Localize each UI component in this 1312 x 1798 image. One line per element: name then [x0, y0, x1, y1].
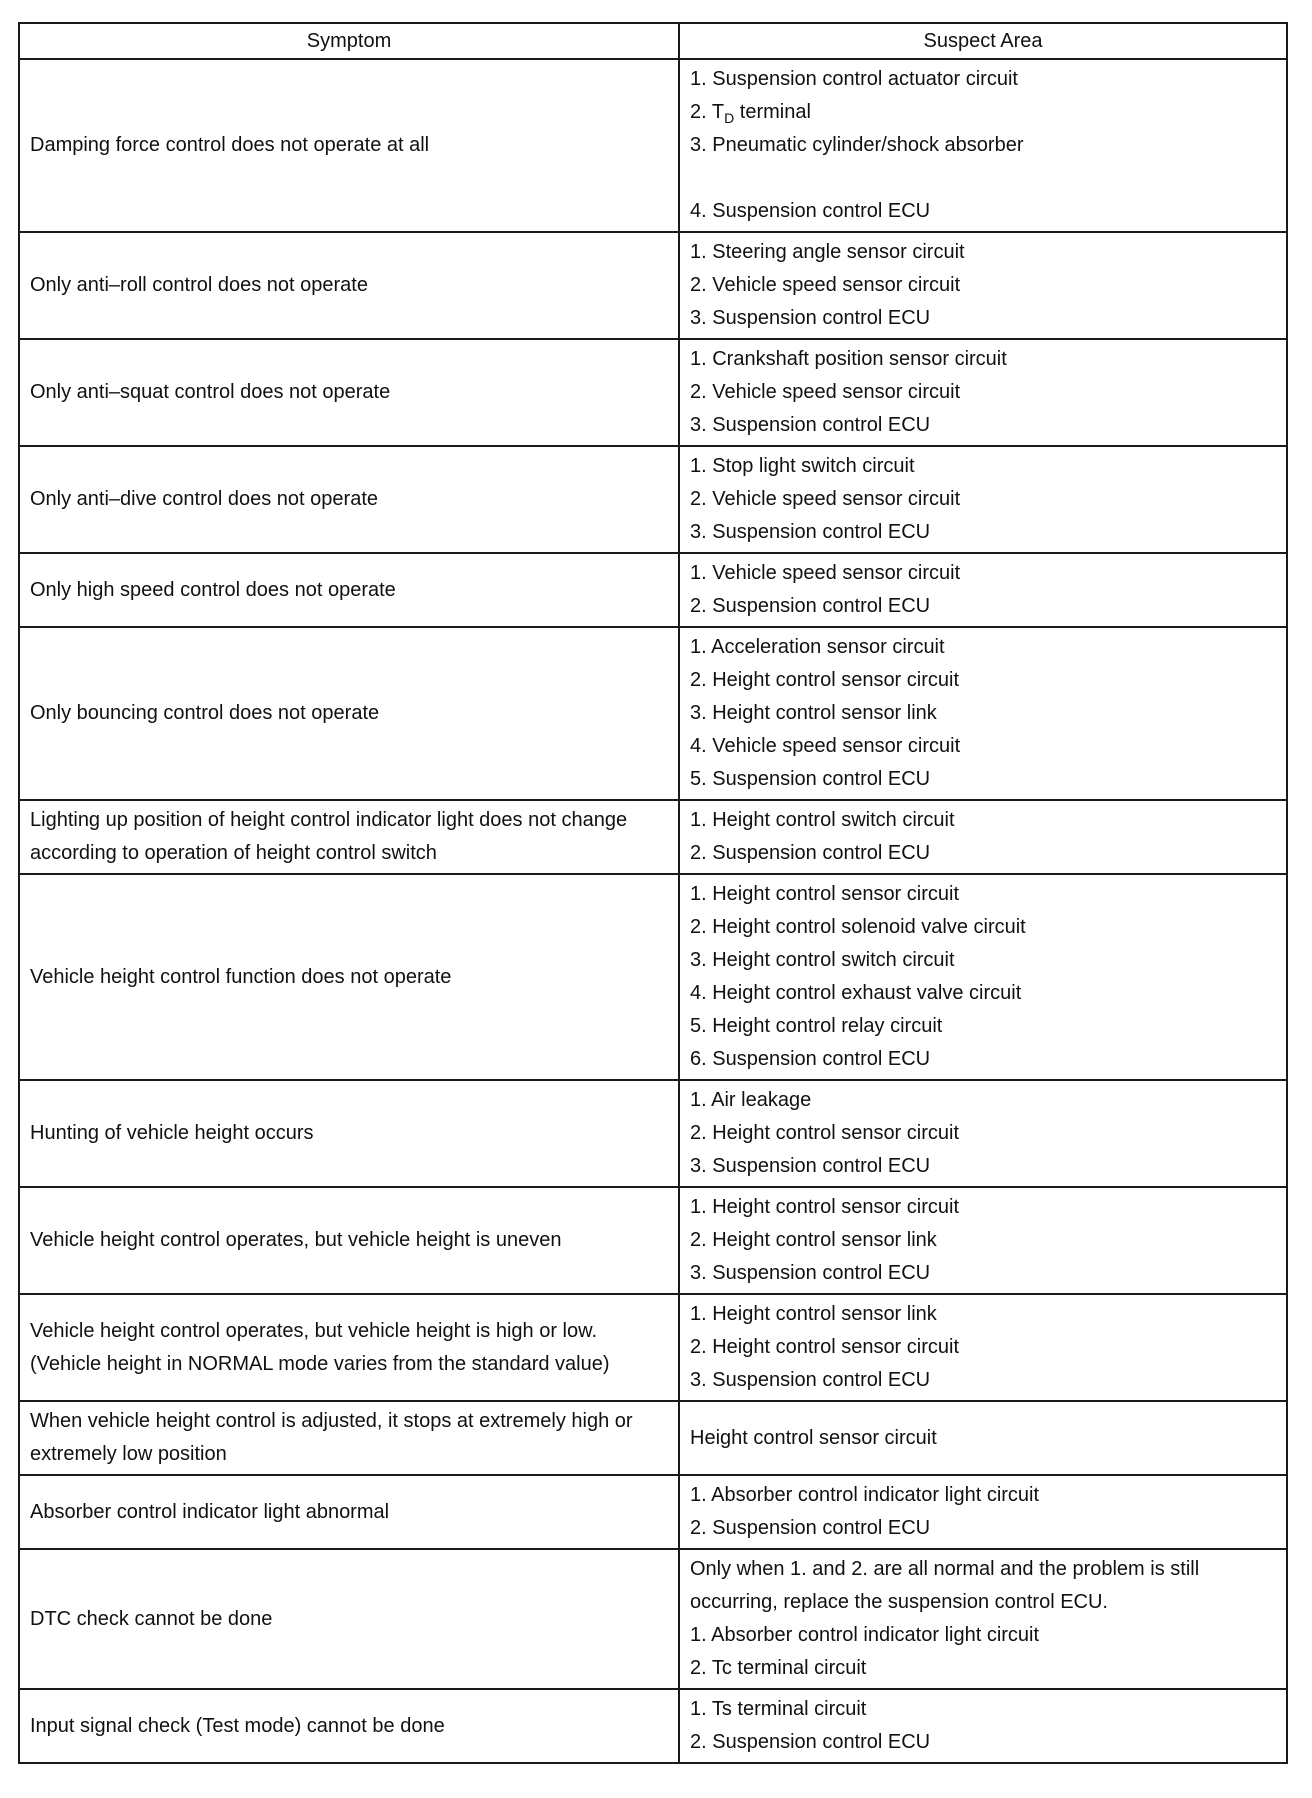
suspect-area-item: 2. Vehicle speed sensor circuit	[690, 381, 961, 403]
suspect-area-cell	[679, 339, 1287, 446]
table-row	[19, 1689, 1287, 1763]
suspect-area-cell	[679, 1475, 1287, 1549]
suspect-area-item: 3. Suspension control ECU	[690, 1155, 931, 1177]
symptom-cell: Vehicle height control function does not operate	[19, 874, 679, 1080]
table-row	[19, 800, 1287, 874]
table-row	[19, 874, 1287, 1080]
symptom-cell: DTC check cannot be done	[19, 1549, 679, 1689]
suspect-area-item: 2. Vehicle speed sensor circuit	[690, 274, 961, 296]
suspect-area-item: 3. Suspension control ECU	[690, 1262, 931, 1284]
table-row	[19, 232, 1287, 339]
header-symptom: Symptom	[19, 23, 679, 59]
table-row	[19, 627, 1287, 800]
table-body	[19, 59, 1287, 1763]
suspect-area-item: 1. Absorber control indicator light circuit	[690, 1484, 1040, 1506]
symptom-table	[18, 22, 1288, 1764]
table-row	[19, 339, 1287, 446]
header-suspect-area: Suspect Area	[679, 23, 1287, 59]
symptom-cell: Only bouncing control does not operate	[19, 627, 679, 800]
symptom-cell: Vehicle height control operates, but vehicle height is high or low. (Vehicle height in NORMAL mode varies from the standard value)	[19, 1294, 679, 1401]
symptom-cell: Only high speed control does not operate	[19, 553, 679, 627]
suspect-area-cell	[679, 446, 1287, 553]
suspect-area-item: 3. Suspension control ECU	[690, 414, 931, 436]
suspect-area-item: 5. Suspension control ECU	[690, 768, 931, 790]
suspect-area-item: 2. Height control sensor link	[690, 1229, 937, 1251]
suspect-area-item: 1. Height control sensor circuit	[690, 883, 960, 905]
suspect-area-item: 1. Absorber control indicator light circuit	[690, 1624, 1040, 1646]
symptom-cell: Only anti–squat control does not operate	[19, 339, 679, 446]
suspect-area-item: 2. Height control solenoid valve circuit	[690, 916, 1026, 938]
suspect-area-item: 3. Suspension control ECU	[690, 1369, 931, 1391]
table-row	[19, 553, 1287, 627]
symptom-cell: When vehicle height control is adjusted, it stops at extremely high or extremely low position	[19, 1401, 679, 1475]
suspect-area-cell	[679, 1689, 1287, 1763]
suspect-area-item: 4. Height control exhaust valve circuit	[690, 982, 1022, 1004]
symptom-cell: Lighting up position of height control indicator light does not change according to operation of height control switch	[19, 800, 679, 874]
suspect-area-item: 3. Suspension control ECU	[690, 307, 931, 329]
suspect-area-item: 1. Height control switch circuit	[690, 809, 955, 831]
suspect-area-cell	[679, 874, 1287, 1080]
suspect-area-item: 1. Crankshaft position sensor circuit	[690, 348, 1007, 370]
suspect-area-item: 1. Acceleration sensor circuit	[690, 636, 945, 658]
suspect-area-item: 2. Suspension control ECU	[690, 595, 931, 617]
suspect-area-item: Only when 1. and 2. are all normal and the problem is still	[690, 1558, 1200, 1580]
suspect-area-cell	[679, 1187, 1287, 1294]
suspect-area-cell	[679, 1401, 1287, 1475]
suspect-area-item: 2. Vehicle speed sensor circuit	[690, 488, 961, 510]
suspect-area-item: 1. Height control sensor link	[690, 1303, 937, 1325]
symptom-cell: Absorber control indicator light abnormal	[19, 1475, 679, 1549]
symptom-cell: Input signal check (Test mode) cannot be done	[19, 1689, 679, 1763]
suspect-area-spacer	[690, 162, 1276, 195]
table-row	[19, 1187, 1287, 1294]
table-row	[19, 446, 1287, 553]
table-row	[19, 1549, 1287, 1689]
suspect-area-cell	[679, 1080, 1287, 1187]
symptom-cell: Hunting of vehicle height occurs	[19, 1080, 679, 1187]
suspect-area-cell	[679, 1294, 1287, 1401]
suspect-area-cell	[679, 553, 1287, 627]
table-row	[19, 1401, 1287, 1475]
suspect-area-cell	[679, 627, 1287, 800]
suspect-area-item: 1. Air leakage	[690, 1089, 812, 1111]
suspect-area-item: 5. Height control relay circuit	[690, 1015, 943, 1037]
suspect-area-item: 2. Tc terminal circuit	[690, 1657, 867, 1679]
table-row	[19, 1475, 1287, 1549]
suspect-area-item: 1. Ts terminal circuit	[690, 1698, 867, 1720]
suspect-area-item: 1. Height control sensor circuit	[690, 1196, 960, 1218]
suspect-area-item: 1. Vehicle speed sensor circuit	[690, 562, 961, 584]
suspect-area-item: 1. Suspension control actuator circuit	[690, 68, 1018, 90]
symptom-cell: Damping force control does not operate at all	[19, 59, 679, 232]
suspect-area-item: 4. Suspension control ECU	[690, 200, 931, 222]
suspect-area-item: 2. Suspension control ECU	[690, 842, 931, 864]
suspect-area-item: Height control sensor circuit	[690, 1426, 937, 1449]
suspect-area-item: 2. $T_D$ terminal	[690, 101, 811, 126]
table-row	[19, 59, 1287, 232]
suspect-area-item: 1. Steering angle sensor circuit	[690, 241, 965, 263]
symptom-cell: Only anti–roll control does not operate	[19, 232, 679, 339]
suspect-area-item: 4. Vehicle speed sensor circuit	[690, 735, 961, 757]
suspect-area-cell	[679, 232, 1287, 339]
suspect-area-item: 2. Height control sensor circuit	[690, 669, 960, 691]
suspect-area-item: 2. Suspension control ECU	[690, 1731, 931, 1753]
suspect-area-item: 1. Stop light switch circuit	[690, 455, 915, 477]
troubleshooting-table-container	[18, 22, 1286, 1764]
suspect-area-item: 2. Height control sensor circuit	[690, 1336, 960, 1358]
symptom-cell: Only anti–dive control does not operate	[19, 446, 679, 553]
suspect-area-cell	[679, 59, 1287, 232]
table-header-row	[19, 23, 1287, 59]
suspect-area-item: 3. Height control switch circuit	[690, 949, 955, 971]
suspect-area-item: 3. Suspension control ECU	[690, 521, 931, 543]
suspect-area-item: 3. Height control sensor link	[690, 702, 937, 724]
symptom-cell: Vehicle height control operates, but vehicle height is uneven	[19, 1187, 679, 1294]
suspect-area-cell	[679, 1549, 1287, 1689]
suspect-area-cell	[679, 800, 1287, 874]
suspect-area-item: 2. Suspension control ECU	[690, 1517, 931, 1539]
table-row	[19, 1080, 1287, 1187]
suspect-area-item: 6. Suspension control ECU	[690, 1048, 931, 1070]
suspect-area-item: 2. Height control sensor circuit	[690, 1122, 960, 1144]
suspect-area-item: occurring, replace the suspension control ECU.	[690, 1591, 1108, 1613]
table-row	[19, 1294, 1287, 1401]
suspect-area-item: 3. Pneumatic cylinder/shock absorber	[690, 134, 1024, 156]
